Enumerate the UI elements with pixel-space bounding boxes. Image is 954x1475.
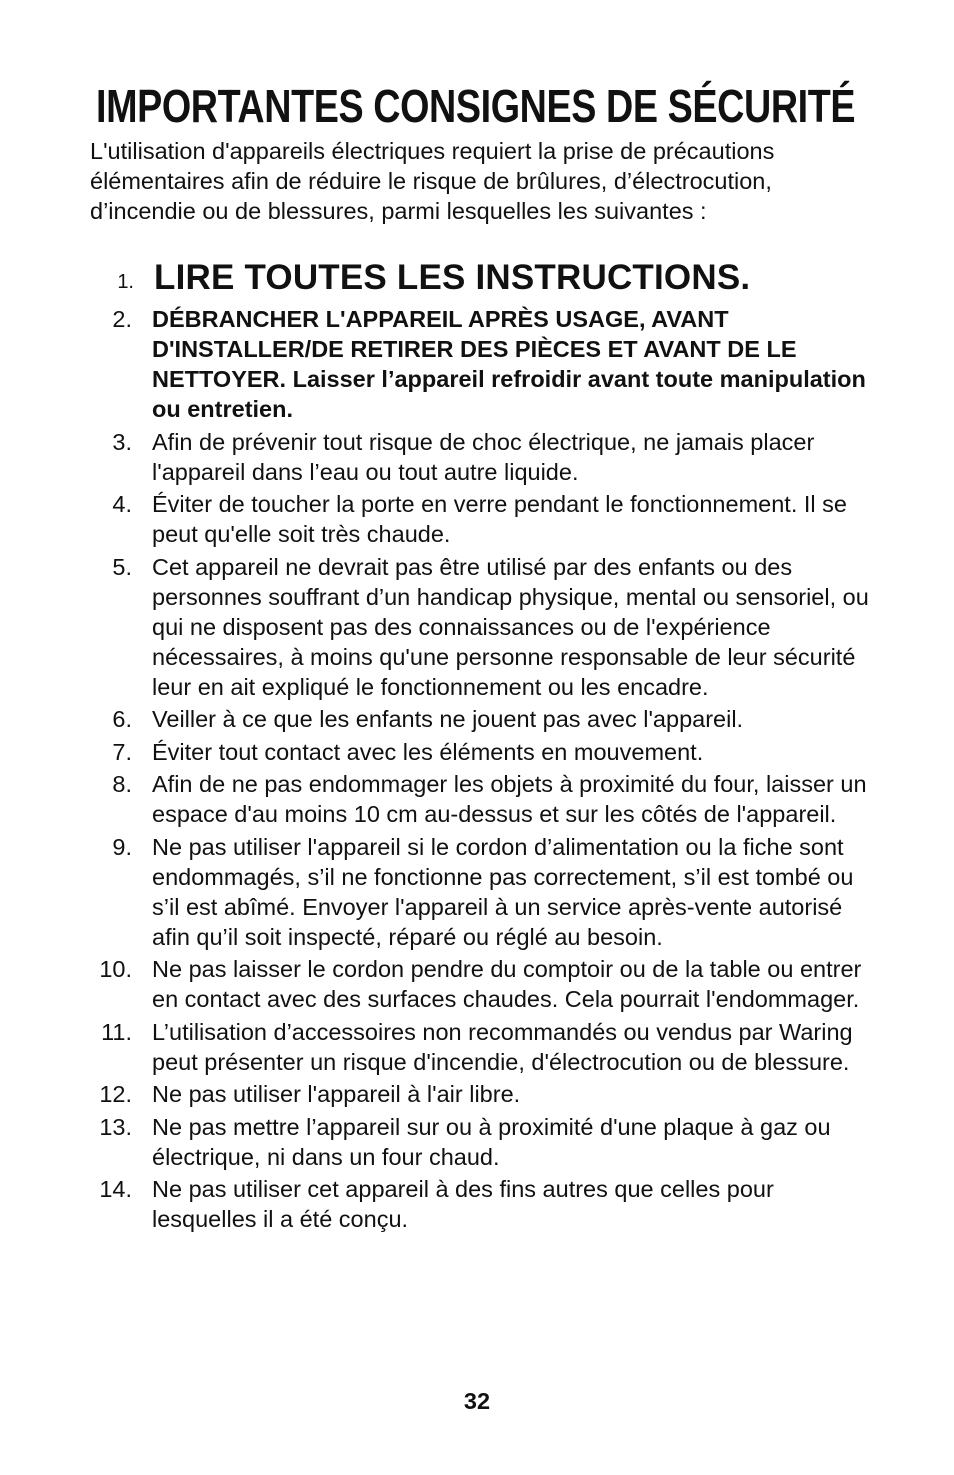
list-item <box>90 832 870 952</box>
item-number: 13. <box>99 1113 132 1140</box>
item-text: Ne pas utiliser l'appareil si le cordon d’alimentation ou la fiche sont endommagés, s’il ne fonctionne pas correctement, s’il est tombé ou s’il est abîmé. Envoyer l'appareil à un service après-vente autorisé afin qu’il soit inspecté, réparé ou réglé au besoin. <box>152 833 854 950</box>
item-text: Veiller à ce que les enfants ne jouent pas avec l'appareil. <box>152 706 744 732</box>
list-item <box>90 256 870 304</box>
safety-instructions-list <box>90 256 870 1237</box>
item-number: 8. <box>112 771 132 797</box>
page-title: IMPORTANTES CONSIGNES DE SÉCURITÉ <box>96 80 856 132</box>
list-item <box>90 552 870 702</box>
item-number: 7. <box>112 738 132 765</box>
item-text: Afin de prévenir tout risque de choc électrique, ne jamais placer l'appareil dans l’eau ou tout autre liquide. <box>152 428 815 485</box>
list-item <box>90 427 870 487</box>
item-number: 1. <box>117 271 134 293</box>
list-item <box>90 1017 870 1077</box>
list-item <box>90 769 870 829</box>
list-item <box>90 489 870 549</box>
item-number: 14. <box>99 1176 132 1202</box>
item-number: 12. <box>99 1081 132 1107</box>
list-item <box>90 704 870 734</box>
item-text: Éviter tout contact avec les éléments en mouvement. <box>152 738 704 765</box>
item-text: Ne pas utiliser cet appareil à des fins autres que celles pour lesquelles il a été conçu. <box>152 1176 774 1232</box>
list-item <box>90 737 870 767</box>
list-item <box>90 1079 870 1109</box>
item-text: LIRE TOUTES LES INSTRUCTIONS. <box>154 258 751 297</box>
item-text: Ne pas mettre l’appareil sur ou à proximité d'une plaque à gaz ou électrique, ni dans un four chaud. <box>152 1113 831 1170</box>
list-item <box>90 1112 870 1172</box>
item-number: 5. <box>112 553 132 580</box>
item-number: 10. <box>99 956 132 982</box>
item-number: 6. <box>112 706 132 732</box>
item-text: Éviter de toucher la porte en verre pendant le fonctionnement. Il se peut qu'elle soit très chaude. <box>152 491 847 547</box>
intro-paragraph: L'utilisation d'appareils électriques requiert la prise de précautions élémentaires afin de réduire le risque de brûlures, d’électrocution, d’incendie ou de blessures, parmi lesquelles les suivantes : <box>90 138 775 224</box>
list-item <box>90 304 870 424</box>
item-number: 11. <box>101 1018 132 1045</box>
list-item <box>90 1174 870 1234</box>
list-item <box>90 954 870 1014</box>
item-number: 3. <box>112 428 132 455</box>
item-number: 4. <box>112 491 132 517</box>
item-number: 9. <box>112 833 132 860</box>
item-text: L’utilisation d’accessoires non recommandés ou vendus par Waring peut présenter un risque d'incendie, d'électrocution ou de blessure. <box>152 1018 853 1075</box>
item-text: Ne pas utiliser l'appareil à l'air libre. <box>152 1081 521 1107</box>
item-text: Cet appareil ne devrait pas être utilisé par des enfants ou des personnes souffrant d’un handicap physique, mental ou sensoriel, ou qui ne disposent pas des connaissances ou de l'expérience nécessaires, à moins qu'une personne responsable de leur sécurité leur en ait expliqué le fonctionnement ou les encadre. <box>152 553 869 700</box>
item-text: Afin de ne pas endommager les objets à proximité du four, laisser un espace d'au moins 10 cm au-dessus et sur les côtés de l'appareil. <box>152 771 867 827</box>
item-number: 2. <box>112 306 132 332</box>
item-text: Ne pas laisser le cordon pendre du comptoir ou de la table ou entrer en contact avec des surfaces chaudes. Cela pourrait l'endommager. <box>152 956 862 1012</box>
page-number: 32 <box>463 1388 491 1414</box>
item-text: DÉBRANCHER L'APPAREIL APRÈS USAGE, AVANT D'INSTALLER/DE RETIRER DES PIÈCES ET AVANT DE LE NETTOYER. Laisser l’appareil refroidir avant toute manipulation ou entretien. <box>152 306 866 422</box>
